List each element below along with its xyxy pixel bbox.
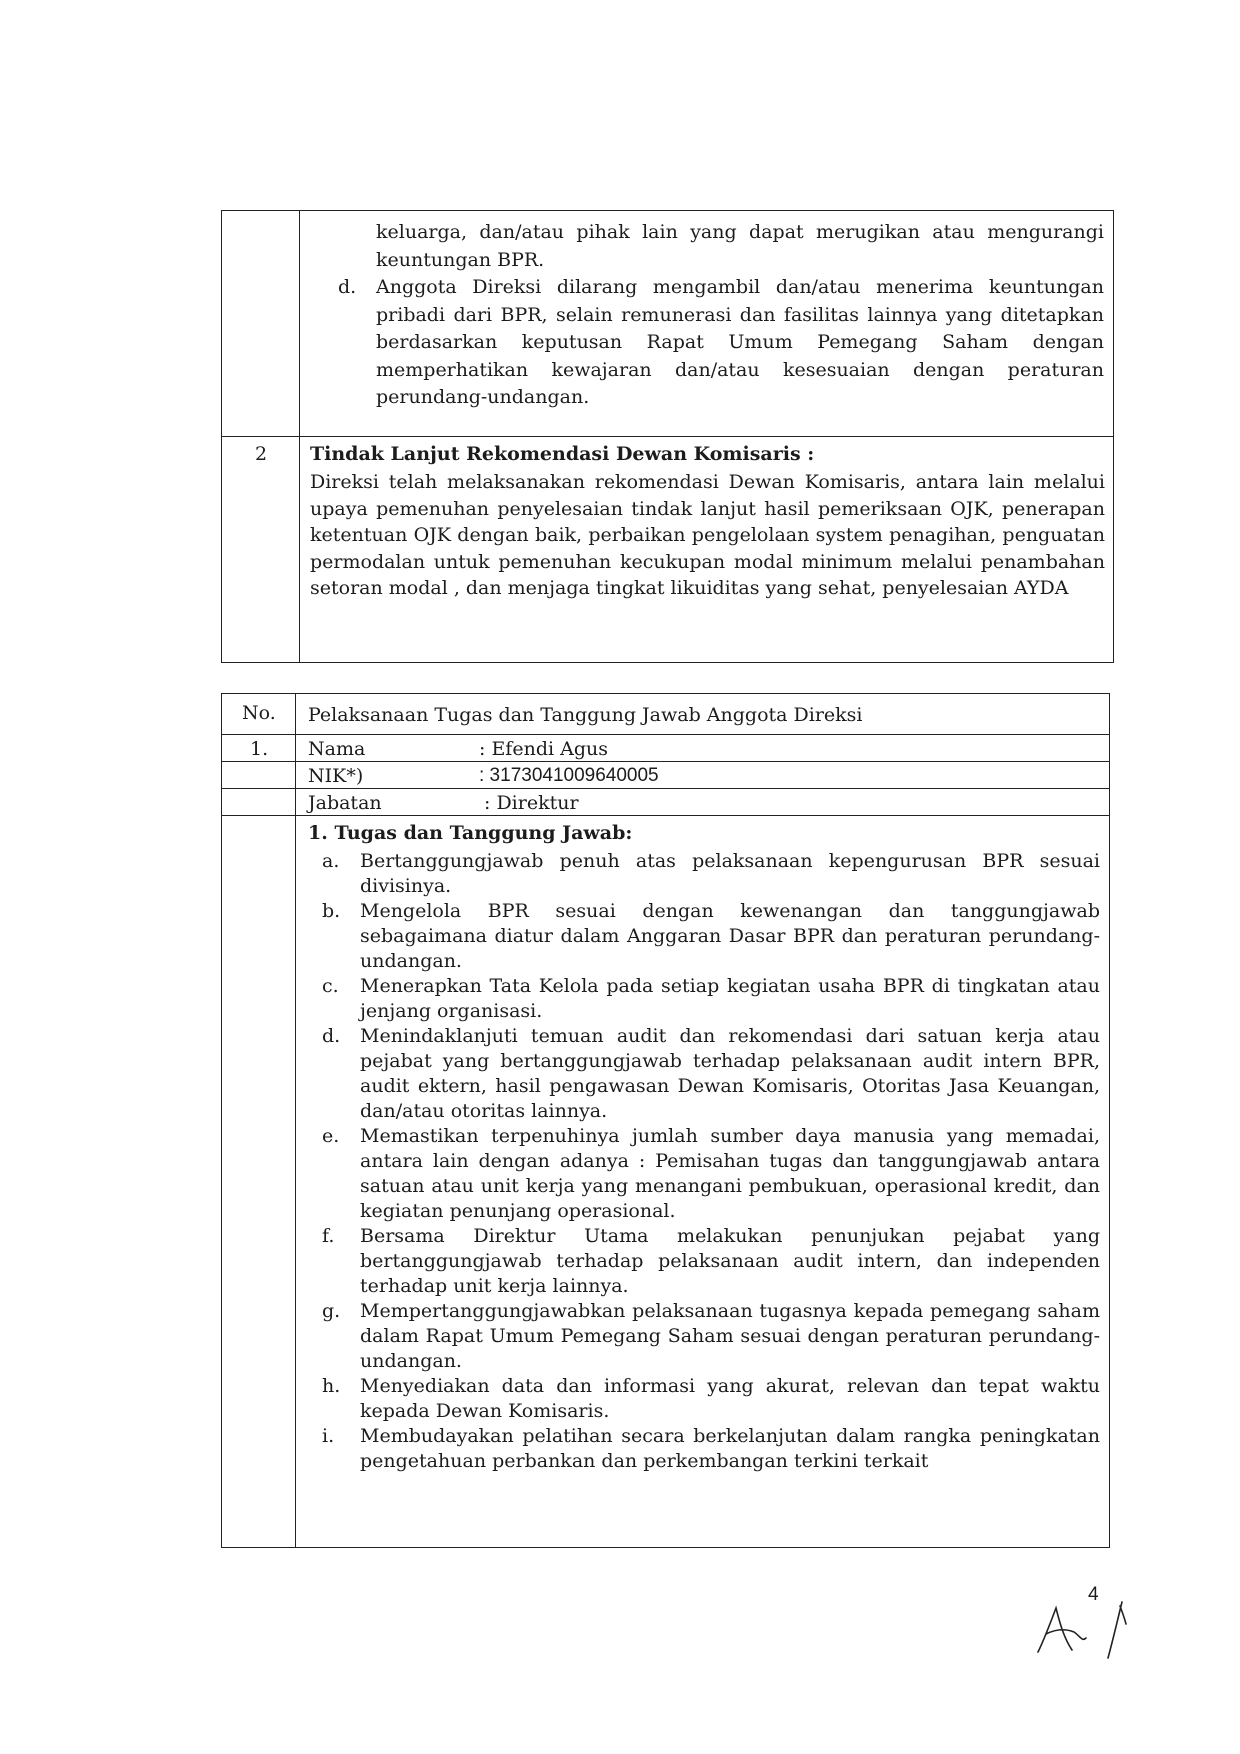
row-number: 1. (250, 738, 269, 760)
jabatan-label: Jabatan (308, 792, 382, 814)
list-marker: d. (338, 276, 357, 298)
nama-value: : Efendi Agus (479, 738, 608, 760)
row-number: 2 (255, 443, 268, 465)
column-divider (295, 694, 296, 1547)
list-item-text: Memastikan terpenuhinya jumlah sumber daya manusia yang memadai, antara lain dengan adanya : Pemisahan tugas dan tanggungjawab antara satuan atau unit kerja yang menangani pembukuan, operasional kredit, dan kegiatan penunjang operasional. (360, 1125, 1100, 1222)
nik-label: NIK*) (308, 765, 364, 787)
director-duties-table (221, 693, 1110, 1548)
list-item-text: Menindaklanjuti temuan audit dan rekomendasi dari satuan kerja atau pejabat yang bertanggungjawab terhadap pelaksanaan audit intern BPR, audit ektern, hasil pengawasan Dewan Komisaris, Otoritas Jasa Keuangan, dan/atau otoritas lainnya. (360, 1025, 1100, 1122)
list-marker: i. (322, 1425, 335, 1447)
section-heading: Tindak Lanjut Rekomendasi Dewan Komisaris : (310, 443, 815, 465)
duties-heading: 1. Tugas dan Tanggung Jawab: (308, 822, 633, 844)
list-item-text: Mengelola BPR sesuai dengan kewenangan dan tanggungjawab sebagaimana diatur dalam Anggaran Dasar BPR dan peraturan perundang-undangan. (360, 900, 1100, 972)
row-divider (222, 734, 1109, 735)
row-divider (222, 436, 1113, 437)
continued-list (338, 219, 1104, 412)
list-item (322, 899, 1100, 974)
recommendation-table (221, 210, 1114, 663)
list-item-text: Bertanggungjawab penuh atas pelaksanaan kepengurusan BPR sesuai divisinya. (360, 850, 1100, 897)
header-no: No. (242, 702, 276, 724)
list-item (322, 974, 1100, 1024)
list-item (322, 1424, 1100, 1474)
list-item-text: Membudayakan pelatihan secara berkelanjutan dalam rangka peningkatan pengetahuan perbankan dan perkembangan terkini terkait (360, 1425, 1100, 1472)
jabatan-value: : Direktur (484, 792, 579, 814)
list-item (322, 849, 1100, 899)
list-item (322, 1299, 1100, 1374)
list-marker: g. (322, 1300, 341, 1322)
list-marker: a. (322, 850, 340, 872)
list-item (322, 1224, 1100, 1299)
list-marker: c. (322, 975, 339, 997)
list-marker: f. (322, 1225, 335, 1247)
nik-value: : 3173041009640005 (479, 765, 659, 786)
signature-initials-icon (1030, 1594, 1150, 1664)
list-item-text: Mempertanggungjawabkan pelaksanaan tugasnya kepada pemegang saham dalam Rapat Umum Pemegang Saham sesuai dengan peraturan perundang-undangan. (360, 1300, 1100, 1372)
list-marker: b. (322, 900, 341, 922)
list-item-text: Bersama Direktur Utama melakukan penunjukan pejabat yang bertanggungjawab terhadap pelaksanaan audit intern, dan independen terhadap unit kerja lainnya. (360, 1225, 1100, 1297)
list-marker: d. (322, 1025, 341, 1047)
list-marker: e. (322, 1125, 340, 1147)
list-item (322, 1024, 1100, 1124)
list-item-text: Menyediakan data dan informasi yang akurat, relevan dan tepat waktu kepada Dewan Komisaris. (360, 1375, 1100, 1422)
nama-label: Nama (308, 738, 366, 760)
recommendation-body: Direksi telah melaksanakan rekomendasi Dewan Komisaris, antara lain melalui upaya pemenuhan penyelesaian tindak lanjut hasil pemeriksaan OJK, penerapan ketentuan OJK dengan baik, perbaikan pengelolaan system penagihan, penguatan permodalan untuk pemenuhan kecukupan modal minimum melalui penambahan setoran modal , dan menjaga tingkat likuiditas yang sehat, penyelesaian AYDA (310, 471, 1105, 599)
list-item-text: keluarga, dan/atau pihak lain yang dapat merugikan atau mengurangi keuntungan BPR. (376, 221, 1104, 271)
list-item-text: Menerapkan Tata Kelola pada setiap kegiatan usaha BPR di tingkatan atau jenjang organisasi. (360, 975, 1100, 1022)
duties-list (322, 849, 1100, 1474)
list-item-text: Anggota Direksi dilarang mengambil dan/atau menerima keuntungan pribadi dari BPR, selain remunerasi dan fasilitas lainnya yang ditetapkan berdasarkan keputusan Rapat Umum Pemegang Saham dengan memperhatikan kewajaran dan/atau kesesuaian dengan peraturan perundang-undangan. (376, 276, 1104, 408)
header-title: Pelaksanaan Tugas dan Tanggung Jawab Anggota Direksi (308, 704, 863, 726)
page-number: 4 (1088, 1584, 1099, 1605)
list-item (338, 219, 1104, 274)
list-item (322, 1124, 1100, 1224)
list-item (322, 1374, 1100, 1424)
list-item (338, 274, 1104, 412)
list-marker: h. (322, 1375, 341, 1397)
